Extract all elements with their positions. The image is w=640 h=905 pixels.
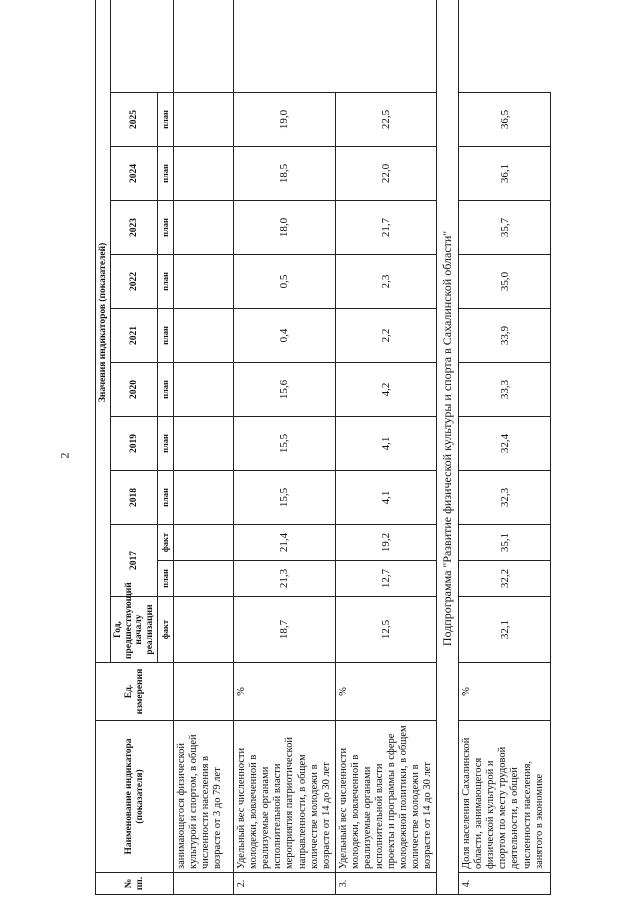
row-value: 0,4: [234, 309, 336, 363]
row-value: 32,3: [459, 471, 551, 525]
table-row: [174, 0, 234, 895]
header-year-2025: 2025: [111, 93, 158, 147]
row-unit: %: [459, 663, 551, 721]
row-value: 21,7: [335, 201, 437, 255]
sub-plan: план: [158, 471, 174, 525]
row-name: Удельный вес численности молодежи, вовлеченной в реализуемые органами исполнительной власти мероприятия патриотической направленности, в общем количестве молодежи в возрасте от 14 до 30 лет: [234, 721, 336, 873]
row-unit: [174, 663, 234, 721]
sub-plan: план: [158, 561, 174, 597]
row-value: 19,2: [335, 525, 437, 561]
row-value: 21,3: [234, 561, 336, 597]
sub-plan: план: [158, 93, 174, 147]
row-value: 35,7: [459, 201, 551, 255]
row-value: 32,2: [459, 561, 551, 597]
header-year-2024: 2024: [111, 147, 158, 201]
header-name: Наименование индикатора (показателя): [96, 721, 174, 873]
row-cell: [174, 363, 234, 417]
row-value: 33,9: [459, 309, 551, 363]
sub-plan: план: [158, 201, 174, 255]
row-value: 15,5: [234, 471, 336, 525]
sub-plan: план: [158, 417, 174, 471]
row-value: 12,7: [335, 561, 437, 597]
header-year-2023: 2023: [111, 201, 158, 255]
table-row: [234, 0, 336, 895]
table-row: [459, 0, 551, 895]
sub-fact: факт: [158, 597, 174, 663]
header-year-2022: 2022: [111, 255, 158, 309]
row-value: 4,1: [335, 471, 437, 525]
row-name: Удельный вес численности молодежи, вовлеченной в реализуемые органами исполнительной власти проекты и программы в сфере молодежной политики, в общем количестве молодежи в возрасте от 14 до 30 лет: [335, 721, 437, 873]
row-cell: [174, 201, 234, 255]
row-cell: [174, 471, 234, 525]
row-value: 19,0: [234, 93, 336, 147]
row-cell: [174, 93, 234, 147]
sub-plan: план: [158, 147, 174, 201]
sub-plan: план: [158, 309, 174, 363]
row-num: 4.: [459, 873, 551, 895]
row-name: занимающегося физической культурой и спортом, в общей численности населения в возрасте от 3 до 79 лет: [174, 721, 234, 873]
row-value: 36,1: [459, 147, 551, 201]
row-value: 0,5: [234, 255, 336, 309]
header-year-2017: 2017: [111, 525, 158, 597]
header-year-2020: 2020: [111, 363, 158, 417]
row-value: 4,1: [335, 417, 437, 471]
row-value: 33,3: [459, 363, 551, 417]
subprogram-row: [437, 0, 459, 895]
indicators-table: [95, 0, 551, 895]
row-value: 21,4: [234, 525, 336, 561]
row-value: 32,4: [459, 417, 551, 471]
row-num: 3.: [335, 873, 437, 895]
row-num: 2.: [234, 873, 336, 895]
row-value: 2,2: [335, 309, 437, 363]
row-value: 35,1: [459, 525, 551, 561]
row-cell: [174, 0, 234, 93]
header-year-2019: 2019: [111, 417, 158, 471]
row-value: 2,3: [335, 255, 437, 309]
header-year-2018: 2018: [111, 471, 158, 525]
header-num: № пп.: [96, 873, 174, 895]
row-num: [174, 873, 234, 895]
header-unit: Ед. измерения: [96, 663, 174, 721]
row-cell: [174, 255, 234, 309]
row-cell: [174, 525, 234, 561]
row-value: 12,5: [335, 597, 437, 663]
row-value: 15,6: [234, 363, 336, 417]
row-value: 36,5: [459, 93, 551, 147]
row-value: 18,0: [234, 201, 336, 255]
row-value: 22,5: [335, 93, 437, 147]
row-cell: [174, 147, 234, 201]
row-value: 35,0: [459, 255, 551, 309]
row-value: 18,7: [234, 597, 336, 663]
row-value: 15,5: [234, 417, 336, 471]
sub-plan: план: [158, 255, 174, 309]
table-row: [335, 0, 437, 895]
sub-plan: план: [158, 363, 174, 417]
row-unit: %: [335, 663, 437, 721]
row-cell: [174, 561, 234, 597]
header-year-2021: 2021: [111, 309, 158, 363]
row-cell: [174, 309, 234, 363]
row-value: 18,5: [234, 147, 336, 201]
row-value: 22,0: [335, 147, 437, 201]
row-name: Доля населения Сахалинской области, занимающегося физической культурой и спортом по месту трудовой деятельности, в общей численности населения, занятого в экономике: [459, 721, 551, 873]
row-cell: [174, 417, 234, 471]
row-cell: [174, 597, 234, 663]
rotated-table-wrapper: [95, 33, 572, 895]
header-values: Значения индикаторов (показателей): [96, 0, 111, 663]
header-base-year: Год, предшествующий началу реализации: [111, 597, 158, 663]
subprogram-title: Подпрограмма "Развитие физической культуры и спорта в Сахалинской области": [437, 0, 459, 895]
sub-fact: факт: [158, 525, 174, 561]
row-value: 32,1: [459, 597, 551, 663]
page-number: 2: [57, 452, 72, 459]
row-value: 4,2: [335, 363, 437, 417]
row-unit: %: [234, 663, 336, 721]
